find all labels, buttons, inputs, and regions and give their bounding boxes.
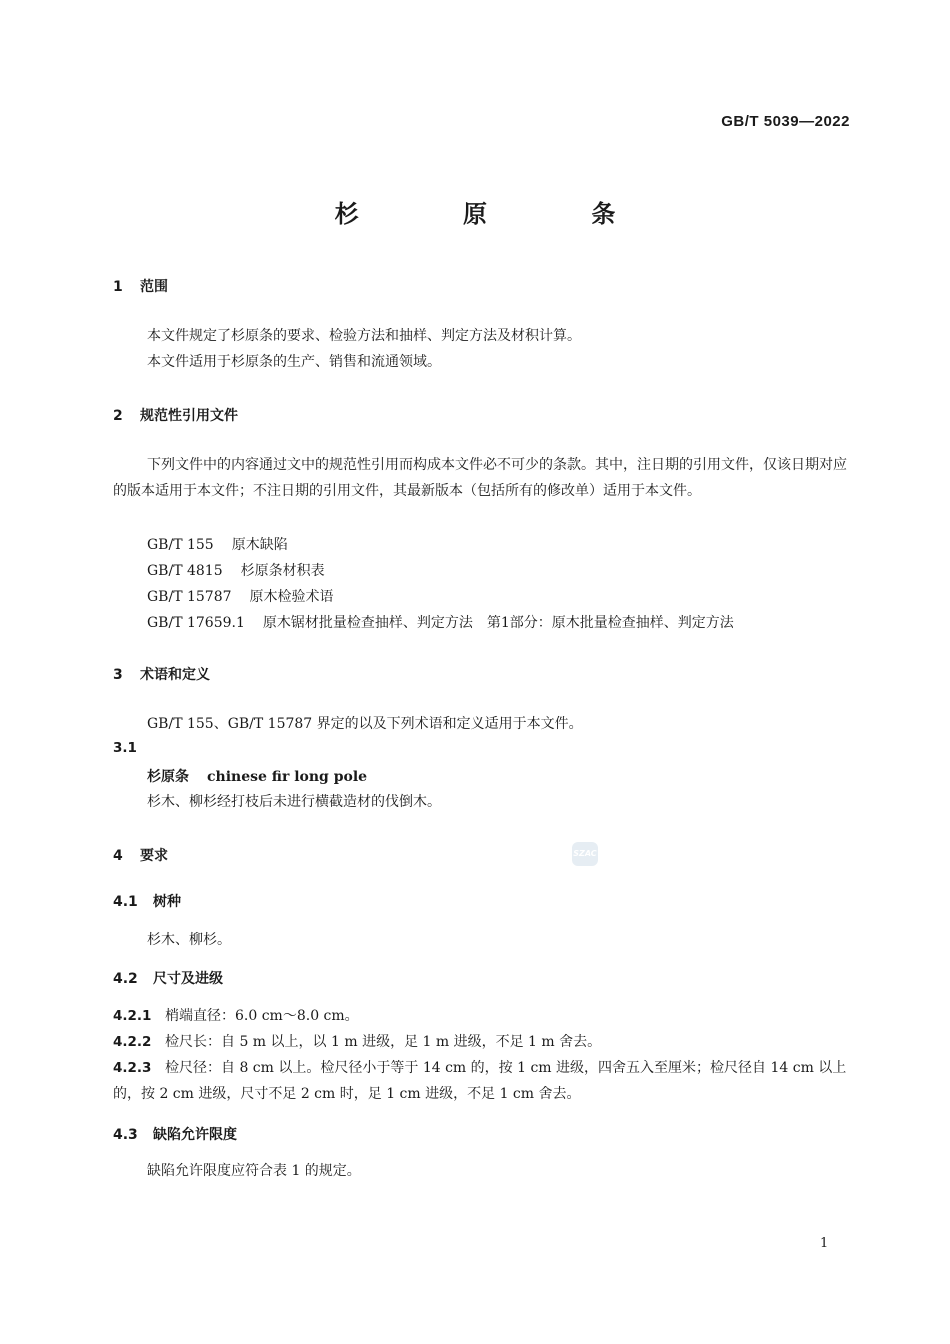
section-title: 术语和定义 bbox=[140, 667, 210, 683]
section-number: 4 bbox=[113, 848, 123, 864]
section-number: 1 bbox=[113, 279, 123, 295]
clause-text: 检尺径：自 8 cm 以上。检尺径小于等于 14 cm 的，按 1 cm 进级，四舍五入至厘米；检尺径自 14 cm 以上的，按 2 cm 进级，尺寸不足 2 cm 时，足 1 cm 进级，不足 1 cm 舍去。 bbox=[113, 1060, 847, 1102]
subsection-4-2-heading bbox=[113, 968, 223, 988]
subsection-number: 4.3 bbox=[113, 1127, 138, 1143]
reference-item bbox=[147, 534, 288, 554]
reference-code: GB/T 155 bbox=[147, 537, 214, 553]
section-1-heading bbox=[113, 276, 168, 296]
term-definition: 杉木、柳杉经打枝后未进行横截造材的伐倒木。 bbox=[147, 794, 441, 810]
reference-title: 原木缺陷 bbox=[231, 537, 288, 553]
section-4-heading bbox=[113, 845, 168, 865]
standard-code: GB/T 5039—2022 bbox=[721, 113, 850, 130]
clause-4-2-2 bbox=[113, 1029, 850, 1055]
clause-text: 梢端直径：6.0 cm～8.0 cm。 bbox=[165, 1008, 359, 1024]
reference-item bbox=[147, 586, 334, 606]
subsection-title: 树种 bbox=[153, 894, 181, 910]
section-title: 规范性引用文件 bbox=[140, 408, 238, 424]
term-title bbox=[147, 766, 367, 786]
subsection-title: 缺陷允许限度 bbox=[153, 1127, 237, 1143]
document-title: 杉 原 条 bbox=[334, 200, 664, 228]
reference-code: GB/T 4815 bbox=[147, 563, 223, 579]
term-english: chinese fir long pole bbox=[207, 769, 368, 785]
subsection-number: 4.1 bbox=[113, 894, 138, 910]
section-2-heading bbox=[113, 405, 238, 425]
subsection-title: 尺寸及进级 bbox=[153, 971, 223, 987]
section-3-heading bbox=[113, 664, 210, 684]
subsection-4-1-heading bbox=[113, 891, 181, 911]
reference-item bbox=[147, 560, 325, 580]
page-number: 1 bbox=[820, 1236, 829, 1251]
section-title: 范围 bbox=[140, 279, 168, 295]
clause-number: 4.2.1 bbox=[113, 1008, 152, 1024]
reference-title: 杉原条材积表 bbox=[240, 563, 325, 579]
scope-paragraph-1: 本文件规定了杉原条的要求、检验方法和抽样、判定方法及材积计算。 bbox=[147, 328, 581, 344]
reference-code: GB/T 15787 bbox=[147, 589, 232, 605]
species-text: 杉木、柳杉。 bbox=[147, 932, 231, 948]
term-chinese: 杉原条 bbox=[147, 769, 189, 785]
section-number: 3 bbox=[113, 667, 123, 683]
defect-tolerance-text: 缺陷允许限度应符合表 1 的规定。 bbox=[147, 1163, 361, 1179]
normative-references-intro: 下列文件中的内容通过文中的规范性引用而构成本文件必不可少的条款。其中，注日期的引用文件，仅该日期对应的版本适用于本文件；不注日期的引用文件，其最新版本（包括所有的修改单）适用于本文件。 bbox=[113, 457, 847, 499]
clause-text: 检尺长：自 5 m 以上，以 1 m 进级，足 1 m 进级，不足 1 m 舍去。 bbox=[165, 1034, 602, 1050]
section-title: 要求 bbox=[140, 848, 168, 864]
scope-paragraph-2: 本文件适用于杉原条的生产、销售和流通领域。 bbox=[147, 354, 441, 370]
subsection-4-3-heading bbox=[113, 1124, 237, 1144]
reference-item bbox=[147, 612, 734, 632]
subsection-number: 4.2 bbox=[113, 971, 138, 987]
reference-title: 原木检验术语 bbox=[249, 589, 334, 605]
clause-number: 4.2.3 bbox=[113, 1060, 152, 1076]
terms-intro: GB/T 155、GB/T 15787 界定的以及下列术语和定义适用于本文件。 bbox=[147, 716, 583, 732]
clause-4-2-1 bbox=[113, 1003, 850, 1029]
reference-code: GB/T 17659.1 bbox=[147, 615, 245, 631]
clause-4-2-3 bbox=[113, 1055, 850, 1107]
watermark-logo: SZAC bbox=[572, 842, 598, 866]
section-number: 2 bbox=[113, 408, 123, 424]
reference-title: 原木锯材批量检查抽样、判定方法 第1部分：原木批量检查抽样、判定方法 bbox=[262, 615, 734, 631]
clause-number: 4.2.2 bbox=[113, 1034, 152, 1050]
term-number: 3.1 bbox=[113, 740, 137, 756]
